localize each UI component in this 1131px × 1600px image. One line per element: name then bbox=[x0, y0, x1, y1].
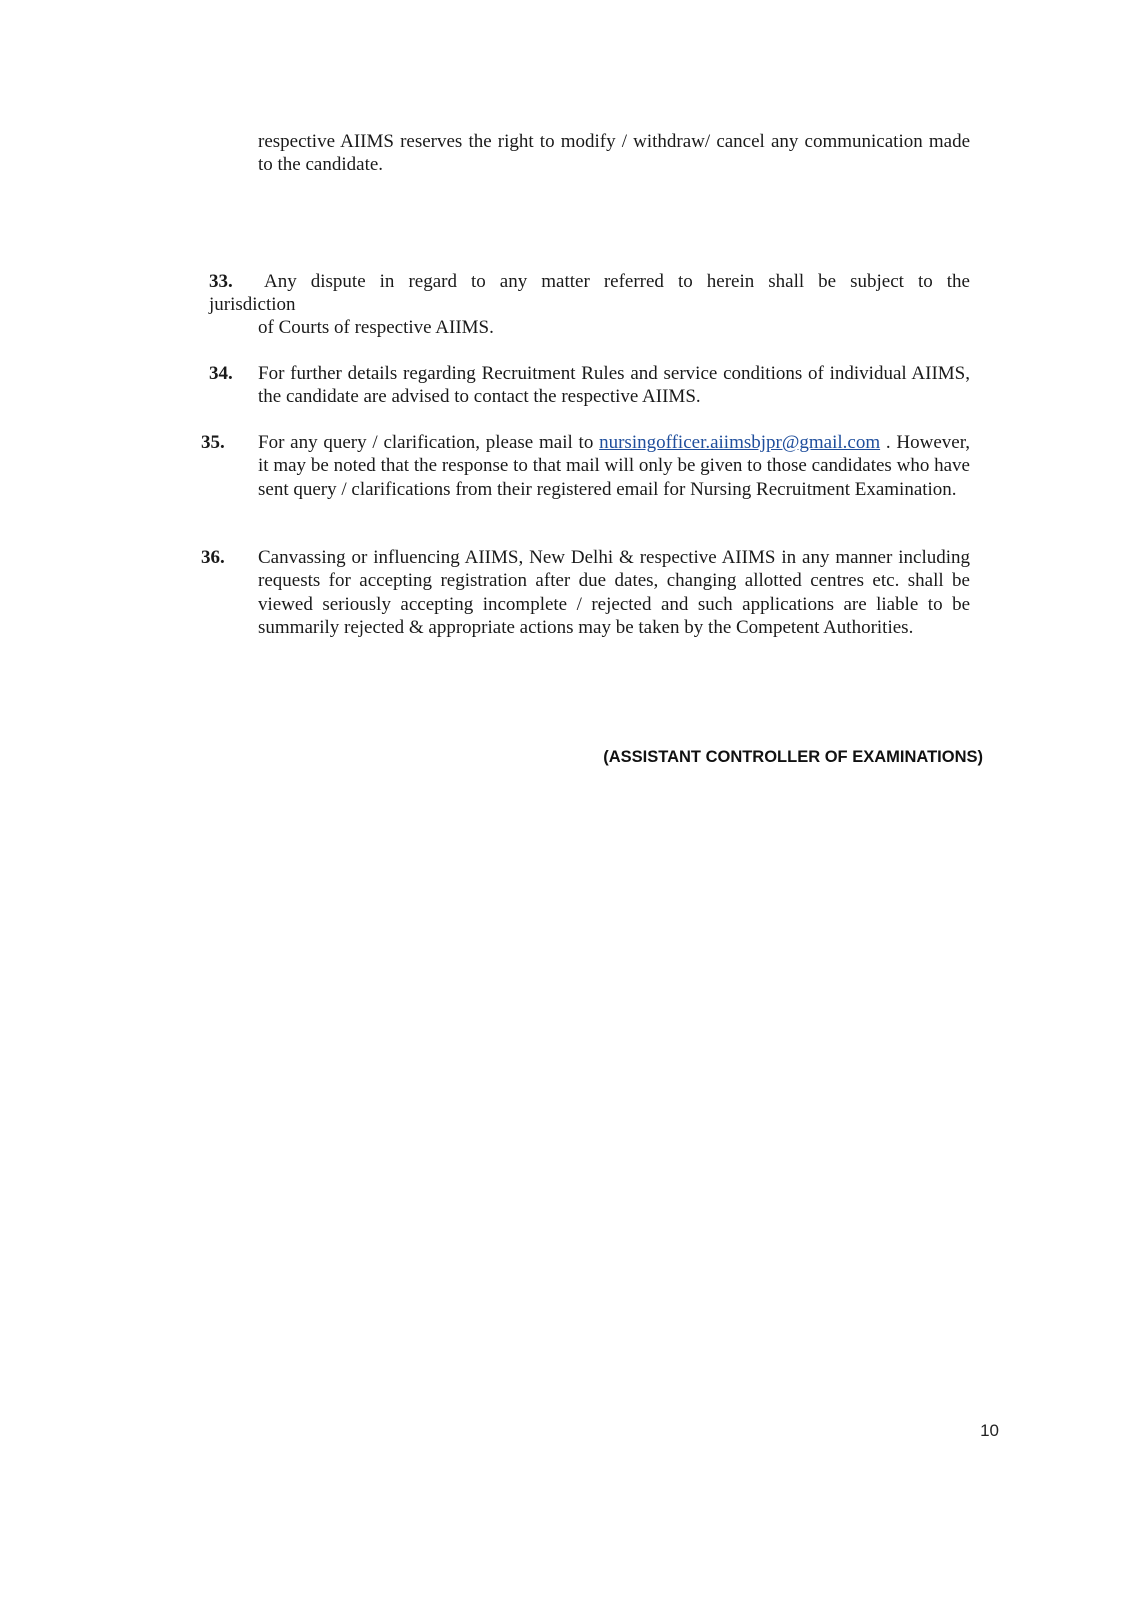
item-36-number: 36. bbox=[201, 547, 225, 568]
item-35-text-after-link: . However, it may be noted that the response to that mail will only be given to those candidates who have sent query / clarifications from their registered email for Nursing Recruitment Examination. bbox=[258, 432, 971, 500]
item-33-first-line: Any dispute in regard to any matter referred to herein shall be subject to the bbox=[264, 271, 970, 292]
item-33-number: 33. bbox=[209, 271, 233, 292]
signature-title: (ASSISTANT CONTROLLER OF EXAMINATIONS) bbox=[603, 748, 983, 766]
item-35-text-before-link: For any query / clarification, please mail to bbox=[258, 432, 594, 453]
item-35-text bbox=[258, 431, 970, 501]
email-link[interactable]: nursingofficer.aiimsbjpr@gmail.com bbox=[599, 432, 881, 453]
item-33-second-line: jurisdiction bbox=[209, 294, 296, 315]
item-34-number: 34. bbox=[209, 363, 233, 384]
item-33-third-line: of Courts of respective AIIMS. bbox=[258, 317, 494, 338]
page-number: 10 bbox=[980, 1421, 999, 1440]
item-36-text: Canvassing or influencing AIIMS, New Delhi & respective AIIMS in any manner including requests for accepting registration after due dates, changing allotted centres etc. shall be viewed seriously accepting incomplete / rejected and such applications are liable to be summarily rejected & appropriate actions may be taken by the Competent Authorities. bbox=[258, 547, 970, 638]
continuation-paragraph: respective AIIMS reserves the right to modify / withdraw/ cancel any communication made to the candidate. bbox=[258, 131, 970, 176]
item-35-number: 35. bbox=[201, 432, 225, 453]
item-34-text: For further details regarding Recruitment Rules and service conditions of individual AIIMS, the candidate are advised to contact the respective AIIMS. bbox=[258, 363, 970, 408]
